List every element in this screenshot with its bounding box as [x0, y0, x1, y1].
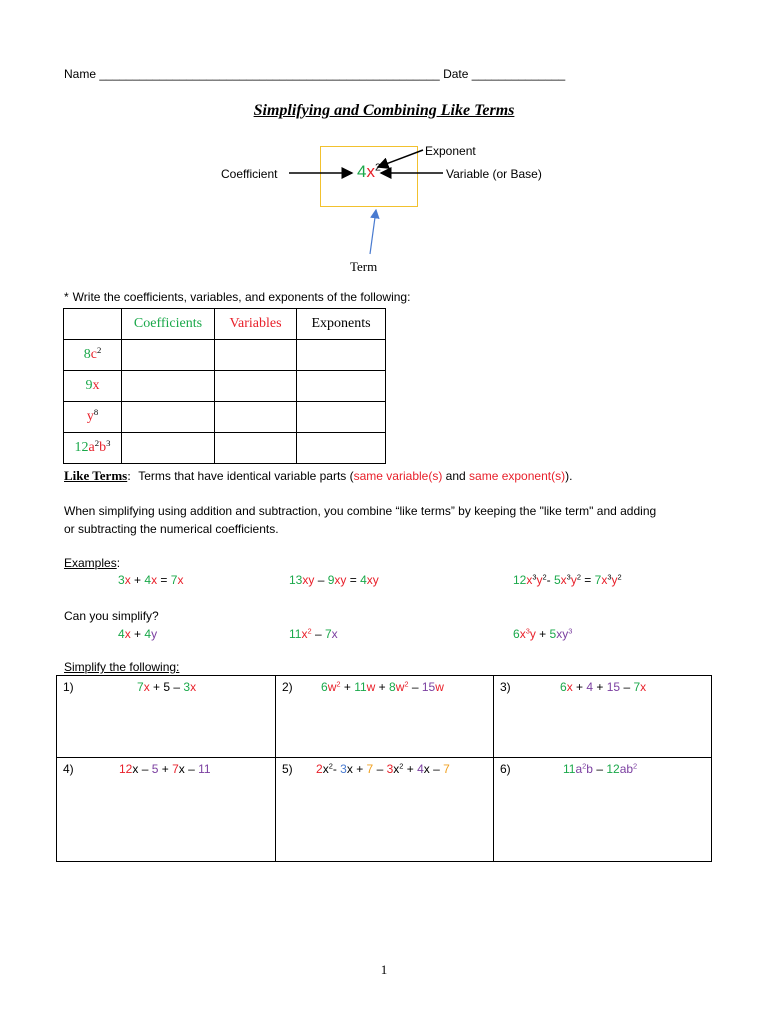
problem-cell-1[interactable]: 1) 7x + 5 – 3x	[57, 676, 276, 758]
problem-cell-3[interactable]: 3) 6x + 4 + 15 – 7x	[494, 676, 712, 758]
instruction	[64, 290, 410, 304]
answer-cell[interactable]	[297, 371, 386, 402]
same-variables-text: same variable(s)	[353, 469, 443, 483]
diagram-variable: x	[366, 162, 375, 181]
problem-5-expression: $2x^2-$ $3x + 7 - 3x^2 + 4x - 7$	[316, 761, 450, 776]
answer-cell[interactable]	[122, 402, 215, 433]
paragraph-line-1: When simplifying using addition and subtraction, you combine “like terms” by keeping the "like term" and adding	[64, 504, 657, 518]
coefficient-label: Coefficient	[221, 167, 278, 181]
name-label: Name	[64, 67, 97, 81]
answer-cell[interactable]	[215, 402, 297, 433]
problem-cell-5[interactable]: 5) $2x^2-$ $3x + 7 - 3x^2 + 4x - 7$	[276, 758, 494, 862]
example-1: 3x + 4x = 7x	[118, 573, 184, 587]
like-terms-heading: Like Terms	[64, 468, 128, 483]
term-arrow	[370, 210, 376, 254]
problem-1-expression: 7x + 5 – 3x	[137, 680, 197, 694]
date-label: Date	[443, 67, 469, 81]
table-row	[64, 371, 386, 402]
question-3: $6x^3y + 5xy^3$	[513, 626, 573, 641]
problem-cell-2[interactable]: 2) $6w^2 + 11w + 8w^2 - 15w$	[276, 676, 494, 758]
row-term: $y^8$	[64, 402, 122, 433]
row-term: $12a^2b^3$	[64, 433, 122, 464]
page-number: 1	[380, 962, 388, 977]
answer-cell[interactable]	[215, 433, 297, 464]
answer-cell[interactable]	[122, 340, 215, 371]
problem-2-expression: $6w^2 + 11w + 8w^2 - 15w$	[321, 679, 444, 694]
problem-cell-6[interactable]: 6) $11a^2b - 12ab^2$	[494, 758, 712, 862]
row-term: 9x	[64, 371, 122, 402]
name-field[interactable]: ___________________________________________________	[99, 67, 440, 81]
answer-cell[interactable]	[215, 340, 297, 371]
row-term: $8c^2$	[64, 340, 122, 371]
question-2: $11x^2 - 7x$	[289, 626, 338, 641]
answer-cell[interactable]	[122, 433, 215, 464]
paragraph-line-2: or subtracting the numerical coefficients.	[64, 522, 279, 536]
like-terms-definition: Like Terms: Terms that have identical variable parts (same variable(s) and same exponent(s)).	[64, 468, 573, 483]
exponent-arrow	[378, 150, 423, 167]
answer-cell[interactable]	[297, 433, 386, 464]
answer-cell[interactable]	[297, 402, 386, 433]
problem-3-expression: 6x + 4 + 15 – 7x	[560, 680, 647, 694]
table-row	[64, 402, 386, 433]
diagram-coefficient: 4	[357, 162, 367, 181]
date-field[interactable]: ______________	[471, 67, 566, 81]
diagram-arrows	[0, 0, 768, 300]
variable-label: Variable (or Base)	[446, 167, 542, 181]
example-2: 13xy – 9xy = 4xy	[289, 573, 379, 587]
question-1: 4x + 4y	[118, 627, 158, 641]
diagram-exponent: 2	[374, 161, 381, 174]
terms-table	[63, 308, 386, 464]
problems-table	[56, 675, 712, 862]
header-exponents: Exponents	[297, 309, 386, 340]
header-coefficients: Coefficients	[122, 309, 215, 340]
table-row	[64, 340, 386, 371]
answer-cell[interactable]	[297, 340, 386, 371]
answer-cell[interactable]	[215, 371, 297, 402]
page-title: Simplifying and Combining Like Terms	[253, 102, 515, 119]
examples-label: Examples:	[64, 556, 121, 570]
table-header-row	[64, 309, 386, 340]
example-3: $12x^3y^2-$ $5x^3y^2 = 7x^3y^2$	[513, 572, 622, 587]
table-row	[64, 433, 386, 464]
term-label: Term	[350, 259, 378, 274]
exponent-label: Exponent	[425, 144, 476, 158]
instruction-text: Write the coefficients, variables, and exponents of the following:	[72, 290, 411, 304]
problem-4-expression: 12x – 5 + 7x – 11	[119, 762, 211, 776]
bullet-star: *	[64, 290, 69, 304]
can-you-simplify-label: Can you simplify?	[64, 609, 159, 623]
simplify-label: Simplify the following:	[64, 660, 180, 674]
problem-cell-4[interactable]: 4) 12x – 5 + 7x – 11	[57, 758, 276, 862]
header-variables: Variables	[215, 309, 297, 340]
problem-6-expression: $11a^2b - 12ab^2$	[563, 761, 638, 776]
answer-cell[interactable]	[122, 371, 215, 402]
same-exponents-text: same exponent(s)	[469, 469, 566, 483]
